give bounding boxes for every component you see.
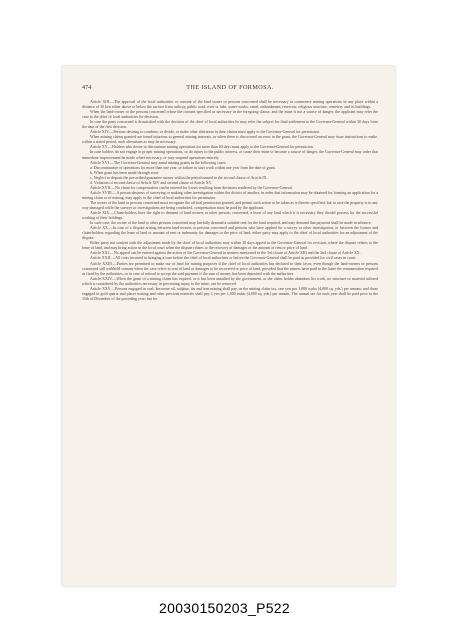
- article-paragraph: Article XVI.—The Governor-General may annul mining grants in the following cases:: [90, 159, 227, 165]
- page-number: 474: [82, 84, 92, 91]
- article-paragraph: a. Discontinuance of operations for more than one year, or failure to start work within one year from the date of grant.: [90, 164, 276, 170]
- article-paragraph: Article XIX.—Claim-holders have the right to demand of land owners or other persons concerned, a lease of any land which it is necessary they should possess for the successful working of their holdings.: [82, 210, 378, 221]
- article-paragraph: Article XXI.—No appeal can be entered against the action of the Governor-General in matters mentioned in the 3rd clause of Article XIII and the 2nd clause of Article XX.: [90, 250, 361, 256]
- article-paragraph: d. Violation of second clause of Article XIV and second clause of Article XV.: [90, 179, 212, 185]
- article-paragraph: Either party not content with the adjustment made by the chief of local authorities may within 30 days appeal to the Governor-General for revision, where the dispute relates to the lease of land, and may bring action in the local court when the dispute relates to the recovery of damages or the amount of rent or price of land.: [82, 240, 378, 251]
- article-paragraph: Article XXIII.—Parties are permitted to make use of land for mining purposes if the chief of local authorities has declared in their favor, even though the land-owners or persons concerned still withhold consent when the case refers to rent of land or damages to be recovered or price of land, provided that the miners have paid to the latter the remuneration required as fixed by the authorities, or in case of refusal to accept the said payment if the sum of money has been deposited with the authorities.: [82, 260, 378, 276]
- article-paragraph: Article XVIII.—A person desirous of surveying or making other investigation within the district of another, in order that information may be obtained for forming an application for a mining claim or of mining, may apply to the chief of local authorities for permission.: [82, 189, 378, 200]
- page-header: [82, 84, 378, 94]
- article-paragraph: Article XVII.—No claim for compensation can be entered for losses resulting from decisions rendered by the Governor-General.: [90, 184, 294, 190]
- article-paragraph: Article XX.—In case of a dispute arising between land-owners or persons concerned and persons who have applied for a survey or other investigation, or between the former and claim-holders regarding the lease of land or amount of rent or indemnity for damages or the price of land, either party may apply to the chief of local authorities for an adjustment of the dispute.: [82, 225, 378, 241]
- article-paragraph: When the land-owner or the persons concerned refuse the consent specified as necessary in the foregoing clause, and the mine is not a source of danger, the applicant may refer the case to the chief of local authorities for decision.: [82, 109, 378, 120]
- article-paragraph: Article XV.—Holders who desire to discontinue mining operations for more than 60 days must apply to the Governor-General for permission.: [90, 144, 314, 150]
- article-paragraph: b. When grant has been made through error.: [90, 169, 160, 175]
- article-paragraph: c. Neglect to deposit the prescribed guarantee money within the period named in the second clause of Article IX.: [90, 174, 268, 180]
- article-paragraph: Article XXV.—Persons engaged in coal, kerosene oil, sulphur, tin and iron mining shall pay, as the mining claim tax, one yen per 1,000 tsubo (4,000 sq. yds.) per annum; and those engaged in gold quartz and placer mining and other precious minerals shall pay 2 yen per 1,000 tsubo (4,000 sq. yds.) per annum. The annual tax for each year shall be paid prior to the 15th of December of the preceding year; but for: [82, 285, 378, 301]
- article-paragraph: The owner of the land or persons concerned must recognize the official permission granted, and permit such action to be taken as is therein specified; but in case the property is in any way damaged while the surveys or investigations are being conducted, compensation must be paid by the applicant.: [82, 199, 378, 210]
- article-paragraph: Article XXII.—All costs incurred in bringing a case before the chief of local authorities or before the Governor-General shall be paid as provided for civil cases in court.: [90, 255, 357, 261]
- article-paragraph: Article XXIV.—When the grant of a mining claim has expired, or it has been annulled by the government, or the claim holder abandons his work, no structure or material utilized which is considered by the authorities necessary in preventing injury to the mine, can be removed.: [82, 275, 378, 286]
- article-paragraph: When mining claims granted are found injurious to general mining interests, or when there is discovered an error in the grant, the Governor-General may issue instructions to make, within a stated period, such alterations as may be necessary.: [82, 134, 378, 145]
- running-title: THE ISLAND OF FORMOSA.: [186, 84, 274, 91]
- article-paragraph: Article XIV.—Persons desiring to combine, or divide, or make other alteration in their claims must apply to the Governor-General for permission.: [90, 129, 320, 135]
- page-body-text: [82, 99, 378, 565]
- article-paragraph: In case holders do not engage in proper mining operations, or do injury to the public interest, or cause their mine to become a source of danger, the Governor-General may order that immediate improvement be made where necessary, or may suspend operations entirely.: [82, 149, 378, 160]
- article-paragraph: In such case, the owner of the land or other persons concerned may lawfully demand a suitable rent for the land required, and may demand that payment shall be made in advance.: [90, 220, 372, 226]
- image-caption: 20030150203_P522: [159, 600, 290, 616]
- article-paragraph: In case the party concerned is dissatisfied with the decision of the chief of local authorities he may refer the subject for final settlement to the Governor-General within 30 days from the date of the first decision.: [82, 119, 378, 130]
- article-paragraph: Article XIII.—The approval of the local authorities or consent of the land owner or persons concerned shall be necessary to commence mining operations in any place within a distance of 30 ken either above or below the surface from railway, public road, river or lake, water-works, canal, embankment, reservoir, religious structure, cemetery and its buildings.: [82, 99, 378, 110]
